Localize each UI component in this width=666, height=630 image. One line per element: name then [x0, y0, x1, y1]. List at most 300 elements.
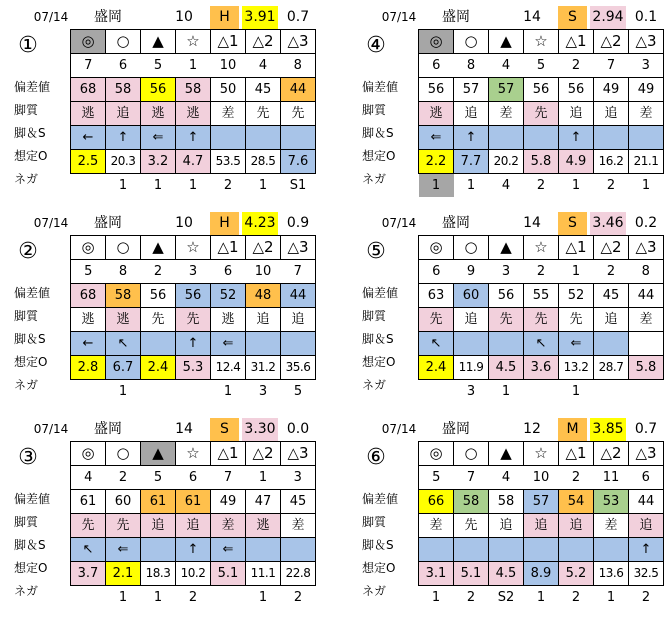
cell-sotei: 2.5	[71, 150, 106, 174]
race-index: 3.46	[590, 212, 626, 235]
cell-ashi: ↖	[106, 332, 141, 356]
cell-horses: 6	[106, 54, 141, 78]
cell-sotei: 3.6	[524, 356, 559, 380]
row-ashi	[419, 126, 664, 150]
cell-nega: S2	[497, 590, 515, 605]
row-nega	[71, 174, 316, 198]
cell-kyaku: 差	[419, 514, 454, 538]
cell-kyaku: 逃	[141, 102, 176, 126]
cell-hensachi: 49	[594, 78, 629, 102]
cell-hensachi: 60	[454, 284, 489, 308]
cell-horses: 1	[246, 466, 281, 490]
race-header	[20, 6, 320, 29]
cell-kyaku: 逃	[211, 308, 246, 332]
cell-sotei: 7.6	[281, 150, 316, 174]
race-panel	[362, 6, 666, 211]
cell-ashi: ↖	[71, 538, 106, 562]
cell-nega: 1	[419, 174, 454, 198]
row-label-ashi: 脚＆S	[14, 126, 46, 140]
cell-sotei: 12.4	[211, 356, 246, 380]
cell-hensachi: 45	[246, 78, 281, 102]
row-sotei	[419, 150, 664, 174]
cell-horses: 4	[489, 466, 524, 490]
cell-kyaku: 追	[594, 102, 629, 126]
cell-ashi	[629, 126, 664, 150]
row-nega	[419, 586, 664, 610]
row-label-kyaku: 脚質	[362, 515, 387, 529]
cell-marks: ○	[106, 30, 141, 54]
cell-hensachi: 57	[489, 78, 524, 102]
cell-kyaku: 逃	[176, 102, 211, 126]
cell-marks: ☆	[176, 30, 211, 54]
cell-hensachi: 44	[629, 284, 664, 308]
row-label-ashi: 脚＆S	[14, 538, 46, 552]
cell-marks: ○	[454, 236, 489, 260]
track-name: 盛岡	[442, 9, 470, 25]
cell-ashi: ↑	[559, 126, 594, 150]
cell-sotei: 22.8	[281, 562, 316, 586]
cell-nega	[211, 586, 246, 610]
cell-nega: 1	[501, 384, 511, 399]
race-index: 3.85	[590, 418, 626, 441]
row-horses	[71, 466, 316, 490]
cell-nega: 1	[606, 590, 616, 605]
cell-nega: 2	[641, 590, 651, 605]
row-hensachi	[71, 78, 316, 102]
cell-marks: △2	[594, 30, 629, 54]
row-ashi	[419, 538, 664, 562]
cell-marks: ☆	[176, 236, 211, 260]
row-label-hensachi: 偏差値	[14, 286, 51, 300]
row-hensachi	[419, 490, 664, 514]
cell-kyaku: 追	[559, 514, 594, 538]
cell-nega: 2	[293, 590, 303, 605]
cell-nega: 1	[431, 590, 441, 605]
cell-ashi: ↑	[176, 332, 211, 356]
race-date: 07/14	[381, 10, 417, 24]
cell-nega: 1	[466, 178, 476, 193]
cell-kyaku: 追	[246, 308, 281, 332]
row-label-nega: ネガ	[14, 172, 39, 186]
cell-marks: △2	[246, 30, 281, 54]
cell-marks: △3	[281, 442, 316, 466]
cell-sotei: 16.2	[594, 150, 629, 174]
cell-hensachi: 58	[106, 284, 141, 308]
index-diff: 0.7	[634, 421, 658, 437]
cell-sotei: 4.7	[176, 150, 211, 174]
cell-marks: △1	[559, 236, 594, 260]
cell-ashi: ↖	[419, 332, 454, 356]
cell-kyaku: 差	[489, 102, 524, 126]
cell-hensachi: 68	[71, 284, 106, 308]
cell-hensachi: 68	[71, 78, 106, 102]
cell-hensachi: 61	[176, 490, 211, 514]
cell-kyaku: 差	[281, 514, 316, 538]
cell-marks: △2	[246, 236, 281, 260]
cell-horses: 5	[141, 54, 176, 78]
cell-horses: 8	[629, 260, 664, 284]
race-date: 07/14	[33, 10, 69, 24]
track-name: 盛岡	[94, 215, 122, 231]
cell-marks: △3	[629, 442, 664, 466]
cell-horses: 10	[524, 466, 559, 490]
cell-sotei: 5.8	[629, 356, 664, 380]
cell-nega: 1	[188, 178, 198, 193]
cell-hensachi: 53	[594, 490, 629, 514]
cell-ashi	[419, 538, 454, 562]
row-kyaku	[71, 308, 316, 332]
cell-ashi: ⇐	[141, 126, 176, 150]
cell-ashi	[559, 538, 594, 562]
cell-kyaku: 差	[211, 102, 246, 126]
cell-ashi	[524, 538, 559, 562]
track-name: 盛岡	[94, 9, 122, 25]
prediction-grid	[418, 29, 664, 197]
cell-sotei: 5.1	[454, 562, 489, 586]
cell-horses: 6	[211, 260, 246, 284]
row-marks	[71, 30, 316, 54]
prediction-grid	[418, 441, 664, 609]
cell-hensachi: 66	[419, 490, 454, 514]
cell-marks: ☆	[524, 30, 559, 54]
cell-sotei: 11.9	[454, 356, 489, 380]
cell-kyaku: 追	[629, 514, 664, 538]
row-label-nega: ネガ	[362, 378, 387, 392]
row-hensachi	[71, 284, 316, 308]
cell-hensachi: 56	[141, 284, 176, 308]
cell-hensachi: 45	[594, 284, 629, 308]
row-kyaku	[419, 514, 664, 538]
cell-horses: 4	[246, 54, 281, 78]
race-grade: S	[558, 212, 587, 235]
row-label-sotei: 想定O	[362, 149, 396, 163]
race-panel	[14, 418, 320, 623]
cell-ashi: ⇐	[211, 332, 246, 356]
cell-ashi: ↖	[524, 332, 559, 356]
cell-nega	[419, 380, 454, 404]
cell-horses: 4	[489, 54, 524, 78]
cell-kyaku: 差	[629, 102, 664, 126]
cell-kyaku: 先	[524, 308, 559, 332]
cell-horses: 1	[559, 260, 594, 284]
cell-sotei: 5.1	[211, 562, 246, 586]
cell-nega: 1	[118, 384, 128, 399]
cell-marks: △3	[281, 30, 316, 54]
cell-nega: 1	[153, 590, 163, 605]
cell-marks: △1	[211, 442, 246, 466]
cell-horses: 4	[71, 466, 106, 490]
cell-marks: ○	[106, 236, 141, 260]
cell-ashi	[594, 538, 629, 562]
cell-sotei: 3.2	[141, 150, 176, 174]
row-marks	[419, 236, 664, 260]
cell-hensachi: 57	[524, 490, 559, 514]
row-kyaku	[71, 102, 316, 126]
row-label-sotei: 想定O	[14, 355, 48, 369]
row-hensachi	[71, 490, 316, 514]
row-ashi	[71, 332, 316, 356]
row-label-kyaku: 脚質	[14, 309, 39, 323]
cell-sotei: 2.2	[419, 150, 454, 174]
cell-nega	[141, 380, 176, 404]
row-label-kyaku: 脚質	[14, 515, 39, 529]
cell-kyaku: 先	[454, 514, 489, 538]
cell-nega: 2	[571, 590, 581, 605]
row-label-hensachi: 偏差値	[362, 286, 399, 300]
cell-marks: ○	[454, 30, 489, 54]
race-index: 3.91	[242, 6, 278, 29]
cell-sotei: 10.2	[176, 562, 211, 586]
cell-kyaku: 差	[629, 308, 664, 332]
cell-ashi	[454, 538, 489, 562]
race-panel	[14, 6, 320, 211]
cell-ashi	[141, 332, 176, 356]
race-number: ④	[366, 33, 386, 58]
cell-sotei: 3.1	[419, 562, 454, 586]
cell-sotei: 21.1	[629, 150, 664, 174]
cell-sotei: 4.5	[489, 562, 524, 586]
cell-kyaku: 先	[489, 308, 524, 332]
cell-sotei: 2.8	[71, 356, 106, 380]
cell-ashi: ⇐	[106, 538, 141, 562]
race-date: 07/14	[381, 422, 417, 436]
cell-sotei: 18.3	[141, 562, 176, 586]
cell-ashi	[281, 126, 316, 150]
cell-ashi: ↑	[176, 538, 211, 562]
index-diff: 0.9	[286, 215, 310, 231]
cell-hensachi: 44	[281, 78, 316, 102]
race-header	[20, 212, 320, 235]
row-label-kyaku: 脚質	[362, 103, 387, 117]
cell-kyaku: 先	[419, 308, 454, 332]
prediction-grid	[70, 441, 316, 609]
cell-sotei: 5.8	[524, 150, 559, 174]
cell-nega: 2	[223, 178, 233, 193]
row-sotei	[419, 562, 664, 586]
row-kyaku	[419, 308, 664, 332]
cell-kyaku: 追	[141, 514, 176, 538]
race-number: ⑥	[366, 445, 386, 470]
cell-nega: 3	[466, 384, 476, 399]
cell-horses: 7	[281, 260, 316, 284]
race-grade: S	[558, 6, 587, 29]
cell-sotei: 13.2	[559, 356, 594, 380]
cell-horses: 5	[71, 260, 106, 284]
cell-nega: 1	[571, 178, 581, 193]
row-marks	[419, 30, 664, 54]
cell-sotei: 2.1	[106, 562, 141, 586]
row-marks	[71, 236, 316, 260]
cell-horses: 2	[524, 260, 559, 284]
race-date: 07/14	[33, 422, 69, 436]
row-sotei	[71, 562, 316, 586]
cell-sotei: 3.7	[71, 562, 106, 586]
cell-sotei: 8.9	[524, 562, 559, 586]
row-nega	[71, 586, 316, 610]
row-label-sotei: 想定O	[14, 561, 48, 575]
cell-sotei: 4.5	[489, 356, 524, 380]
cell-kyaku: 逃	[71, 102, 106, 126]
cell-ashi	[489, 332, 524, 356]
cell-kyaku: 追	[281, 308, 316, 332]
cell-ashi: ↑	[454, 126, 489, 150]
row-label-nega: ネガ	[14, 584, 39, 598]
cell-ashi	[141, 538, 176, 562]
cell-horses: 3	[176, 260, 211, 284]
cell-kyaku: 逃	[246, 514, 281, 538]
row-label-nega: ネガ	[362, 172, 387, 186]
cell-nega: 1	[118, 590, 128, 605]
cell-nega	[71, 174, 106, 198]
row-label-ashi: 脚＆S	[362, 332, 394, 346]
cell-hensachi: 60	[106, 490, 141, 514]
cell-horses: 2	[106, 466, 141, 490]
cell-ashi: ←	[71, 332, 106, 356]
track-name: 盛岡	[442, 421, 470, 437]
cell-marks: △3	[629, 30, 664, 54]
cell-marks: △3	[629, 236, 664, 260]
runner-count: 10	[175, 215, 193, 231]
cell-marks: ◎	[71, 442, 106, 466]
cell-hensachi: 52	[211, 284, 246, 308]
cell-ashi	[281, 332, 316, 356]
row-horses	[419, 466, 664, 490]
cell-nega: 2	[466, 590, 476, 605]
cell-marks: ☆	[524, 442, 559, 466]
cell-ashi	[246, 126, 281, 150]
race-index: 2.94	[590, 6, 626, 29]
row-label-ashi: 脚＆S	[362, 126, 394, 140]
race-header	[20, 418, 320, 441]
cell-horses: 8	[106, 260, 141, 284]
row-kyaku	[419, 102, 664, 126]
row-marks	[419, 442, 664, 466]
cell-hensachi: 56	[524, 78, 559, 102]
row-sotei	[419, 356, 664, 380]
cell-horses: 2	[559, 54, 594, 78]
cell-sotei: 35.6	[281, 356, 316, 380]
row-hensachi	[419, 284, 664, 308]
cell-kyaku: 追	[524, 514, 559, 538]
row-label-hensachi: 偏差値	[14, 80, 51, 94]
race-number: ②	[18, 239, 38, 264]
cell-ashi	[594, 332, 629, 356]
row-label-hensachi: 偏差値	[14, 492, 51, 506]
cell-kyaku: 追	[489, 514, 524, 538]
race-panel	[14, 212, 320, 417]
cell-horses: 8	[281, 54, 316, 78]
cell-ashi	[524, 126, 559, 150]
prediction-grid	[70, 29, 316, 197]
row-kyaku	[71, 514, 316, 538]
cell-sotei: 5.3	[176, 356, 211, 380]
cell-marks: △1	[211, 236, 246, 260]
cell-nega: 1	[641, 178, 651, 193]
row-hensachi	[419, 78, 664, 102]
race-grade: H	[210, 212, 239, 235]
cell-hensachi: 49	[211, 490, 246, 514]
cell-marks: △2	[594, 236, 629, 260]
cell-marks: ◎	[419, 442, 454, 466]
cell-nega: 4	[501, 178, 511, 193]
row-ashi	[71, 538, 316, 562]
race-index: 4.23	[242, 212, 278, 235]
cell-kyaku: 追	[559, 102, 594, 126]
cell-ashi: ⇐	[211, 538, 246, 562]
cell-nega	[71, 586, 106, 610]
cell-horses: 6	[419, 54, 454, 78]
cell-kyaku: 差	[594, 514, 629, 538]
cell-horses: 1	[176, 54, 211, 78]
cell-marks: ▲	[489, 236, 524, 260]
cell-nega	[629, 380, 664, 404]
row-label-hensachi: 偏差値	[362, 80, 399, 94]
index-diff: 0.1	[634, 9, 658, 25]
cell-marks: △3	[281, 236, 316, 260]
cell-nega: 1	[258, 590, 268, 605]
row-horses	[71, 54, 316, 78]
row-ashi	[71, 126, 316, 150]
index-diff: 0.0	[286, 421, 310, 437]
cell-hensachi: 58	[489, 490, 524, 514]
runner-count: 12	[523, 421, 541, 437]
row-label-kyaku: 脚質	[14, 103, 39, 117]
row-label-ashi: 脚＆S	[14, 332, 46, 346]
cell-kyaku: 逃	[419, 102, 454, 126]
cell-horses: 9	[454, 260, 489, 284]
cell-nega	[594, 380, 629, 404]
cell-hensachi: 56	[176, 284, 211, 308]
cell-nega: 2	[188, 590, 198, 605]
cell-ashi: ⇐	[419, 126, 454, 150]
cell-horses: 5	[419, 466, 454, 490]
cell-nega: 2	[606, 178, 616, 193]
row-label-nega: ネガ	[362, 584, 387, 598]
cell-horses: 7	[71, 54, 106, 78]
cell-ashi	[246, 538, 281, 562]
row-label-sotei: 想定O	[362, 355, 396, 369]
cell-kyaku: 追	[176, 514, 211, 538]
cell-marks: ◎	[419, 236, 454, 260]
cell-horses: 8	[454, 54, 489, 78]
track-name: 盛岡	[94, 421, 122, 437]
cell-kyaku: 追	[106, 102, 141, 126]
row-label-nega: ネガ	[14, 378, 39, 392]
cell-horses: 10	[211, 54, 246, 78]
index-diff: 0.2	[634, 215, 658, 231]
cell-marks: ○	[106, 442, 141, 466]
cell-hensachi: 61	[141, 490, 176, 514]
cell-kyaku: 先	[141, 308, 176, 332]
cell-nega: 5	[293, 384, 303, 399]
cell-marks: ◎	[71, 30, 106, 54]
cell-sotei: 28.5	[246, 150, 281, 174]
cell-nega: 1	[571, 384, 581, 399]
cell-hensachi: 48	[246, 284, 281, 308]
race-grade: M	[558, 418, 587, 441]
race-number: ③	[18, 445, 38, 470]
cell-nega: S1	[289, 178, 307, 193]
cell-ashi: ↑	[629, 538, 664, 562]
cell-sotei: 32.5	[629, 562, 664, 586]
cell-marks: ☆	[176, 442, 211, 466]
prediction-grid	[70, 235, 316, 403]
cell-marks: ◎	[71, 236, 106, 260]
race-grade: S	[210, 418, 239, 441]
cell-horses: 5	[141, 466, 176, 490]
row-nega	[71, 380, 316, 404]
cell-hensachi: 44	[281, 284, 316, 308]
